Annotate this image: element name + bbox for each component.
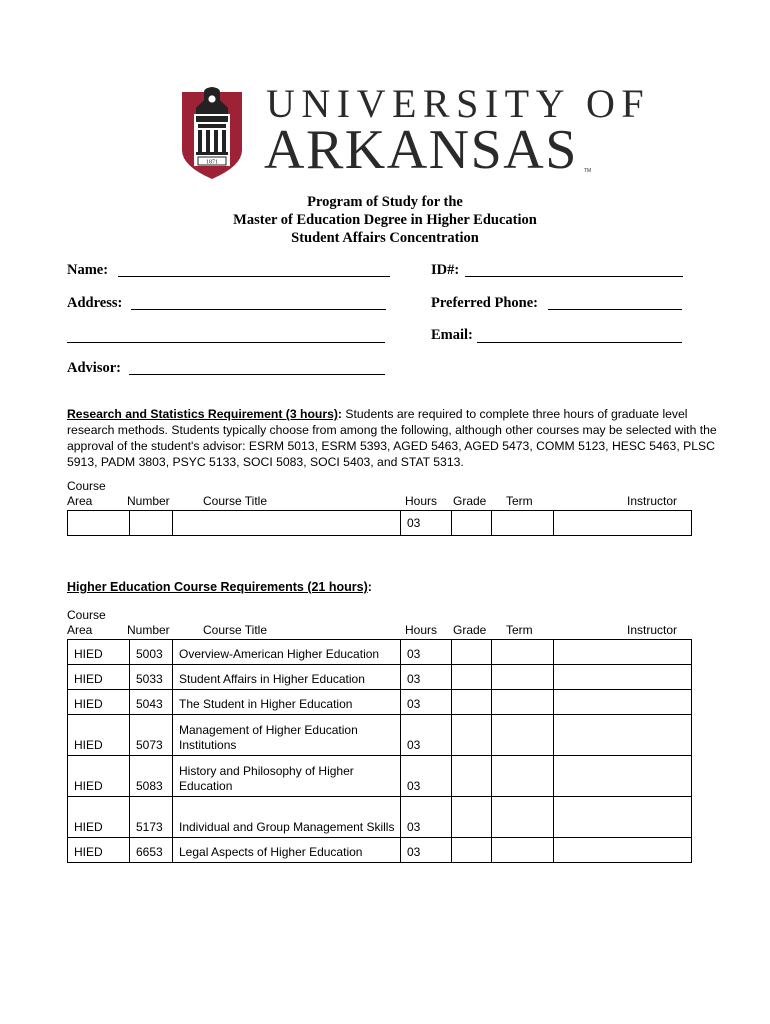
- research-instructor-cell[interactable]: [554, 511, 692, 536]
- course-grade-cell[interactable]: [452, 640, 492, 665]
- research-number-cell[interactable]: [130, 511, 173, 536]
- course-number-cell: 5033: [130, 665, 173, 690]
- higher-ed-heading-colon: :: [367, 580, 372, 594]
- logo-university-of: UNIVERSITY OF: [266, 81, 651, 126]
- course-hours-cell: 03: [401, 640, 452, 665]
- research-title-cell[interactable]: [173, 511, 401, 536]
- col-grade: Grade: [453, 494, 487, 508]
- course-hours-cell: 03: [401, 838, 452, 863]
- doc-title-line2: Master of Education Degree in Higher Education: [233, 212, 537, 228]
- phone-field[interactable]: [548, 309, 682, 310]
- table-row: [68, 715, 692, 756]
- name-label: Name:: [67, 262, 109, 278]
- course-area-cell: HIED: [68, 640, 130, 665]
- col-hours: Hours: [405, 494, 438, 508]
- university-logo: [180, 81, 651, 184]
- course-grade-cell[interactable]: [452, 797, 492, 838]
- higher-ed-course-table: [67, 639, 692, 863]
- research-heading: Research and Statistics Requirement (3 hours): [67, 407, 338, 421]
- col-course-area: Area: [67, 494, 93, 508]
- address-field[interactable]: [131, 309, 386, 310]
- course-hours-cell: 03: [401, 715, 452, 756]
- course-title-cell: Individual and Group Management Skills: [173, 797, 401, 838]
- table-row: [68, 511, 692, 536]
- course-title-cell: Management of Higher Education Institutions: [173, 715, 401, 756]
- research-heading-colon: :: [337, 407, 342, 421]
- course-grade-cell[interactable]: [452, 838, 492, 863]
- email-label: Email:: [431, 327, 473, 343]
- course-term-cell[interactable]: [492, 838, 554, 863]
- course-number-cell: 5073: [130, 715, 173, 756]
- address-label: Address:: [67, 295, 123, 311]
- higher-ed-heading: Higher Education Course Requirements (21 hours): [67, 580, 368, 594]
- course-number-cell: 5043: [130, 690, 173, 715]
- course-hours-cell: 03: [401, 797, 452, 838]
- col-number: Number: [127, 623, 170, 637]
- course-title-cell: Overview-American Higher Education: [173, 640, 401, 665]
- course-instructor-cell[interactable]: [554, 797, 692, 838]
- research-course-table: [67, 510, 692, 536]
- advisor-field[interactable]: [129, 374, 385, 375]
- course-hours-cell: 03: [401, 690, 452, 715]
- course-grade-cell[interactable]: [452, 690, 492, 715]
- course-title-cell: Legal Aspects of Higher Education: [173, 838, 401, 863]
- table-row: [68, 665, 692, 690]
- col-hours: Hours: [405, 623, 438, 637]
- logo-arkansas: ARKANSAS: [264, 119, 578, 181]
- course-area-cell: HIED: [68, 838, 130, 863]
- course-hours-cell: 03: [401, 756, 452, 797]
- id-label: ID#:: [431, 262, 460, 278]
- doc-title-line1: Program of Study for the: [307, 194, 463, 210]
- col-instructor: Instructor: [627, 623, 678, 637]
- doc-title-line3: Student Affairs Concentration: [291, 230, 479, 246]
- col-course-title: Course Title: [203, 623, 268, 637]
- course-instructor-cell[interactable]: [554, 690, 692, 715]
- course-number-cell: 5083: [130, 756, 173, 797]
- logo-trademark: TM: [584, 168, 592, 174]
- col-number: Number: [127, 494, 170, 508]
- old-main-seal-icon: [180, 86, 244, 180]
- course-term-cell[interactable]: [492, 665, 554, 690]
- col-course-area-top: Course: [67, 479, 106, 493]
- course-area-cell: HIED: [68, 756, 130, 797]
- course-area-cell: HIED: [68, 665, 130, 690]
- research-requirement-paragraph: [67, 406, 717, 470]
- table-row: [68, 797, 692, 838]
- research-area-cell[interactable]: [68, 511, 130, 536]
- course-instructor-cell[interactable]: [554, 838, 692, 863]
- course-area-cell: HIED: [68, 797, 130, 838]
- course-title-cell: History and Philosophy of Higher Education: [173, 756, 401, 797]
- col-term: Term: [506, 623, 533, 637]
- name-field[interactable]: [118, 276, 390, 277]
- course-number-cell: 5173: [130, 797, 173, 838]
- research-hours-cell: 03: [401, 511, 452, 536]
- address-line2-field[interactable]: [67, 342, 385, 343]
- table-row: [68, 640, 692, 665]
- course-instructor-cell[interactable]: [554, 640, 692, 665]
- table-row: [68, 690, 692, 715]
- course-grade-cell[interactable]: [452, 665, 492, 690]
- col-instructor: Instructor: [627, 494, 678, 508]
- col-grade: Grade: [453, 623, 487, 637]
- course-term-cell[interactable]: [492, 640, 554, 665]
- course-term-cell[interactable]: [492, 797, 554, 838]
- svg-text:1871: 1871: [206, 159, 218, 166]
- research-grade-cell[interactable]: [452, 511, 492, 536]
- col-course-area: Area: [67, 623, 93, 637]
- id-field[interactable]: [465, 276, 683, 277]
- course-title-cell: The Student in Higher Education: [173, 690, 401, 715]
- phone-label: Preferred Phone:: [431, 295, 538, 311]
- course-number-cell: 6653: [130, 838, 173, 863]
- course-area-cell: HIED: [68, 715, 130, 756]
- course-grade-cell[interactable]: [452, 715, 492, 756]
- research-description: Students are required to complete three hours of graduate level research methods. Students typically choose from among the following, although other courses may be selected with the approval of the student's advisor: ESRM 5013, ESRM 5393, AGED 5463, AGED 5473, COMM 5123, HESC 5463, PLSC 5913, PADM 3803, PSYC 5133, SOCI 5083, SOCI 5403, and STAT 5313.: [67, 407, 717, 469]
- email-field[interactable]: [477, 342, 682, 343]
- course-hours-cell: 03: [401, 665, 452, 690]
- course-instructor-cell[interactable]: [554, 715, 692, 756]
- col-term: Term: [506, 494, 533, 508]
- course-grade-cell[interactable]: [452, 756, 492, 797]
- course-term-cell[interactable]: [492, 690, 554, 715]
- col-course-area-top: Course: [67, 608, 106, 622]
- course-number-cell: 5003: [130, 640, 173, 665]
- col-course-title: Course Title: [203, 494, 268, 508]
- higher-ed-heading-block: [67, 580, 372, 594]
- course-term-cell[interactable]: [492, 756, 554, 797]
- course-title-cell: Student Affairs in Higher Education: [173, 665, 401, 690]
- course-instructor-cell[interactable]: [554, 665, 692, 690]
- course-instructor-cell[interactable]: [554, 756, 692, 797]
- table-row: [68, 756, 692, 797]
- course-term-cell[interactable]: [492, 715, 554, 756]
- course-area-cell: HIED: [68, 690, 130, 715]
- advisor-label: Advisor:: [67, 360, 121, 376]
- table-row: [68, 838, 692, 863]
- research-term-cell[interactable]: [492, 511, 554, 536]
